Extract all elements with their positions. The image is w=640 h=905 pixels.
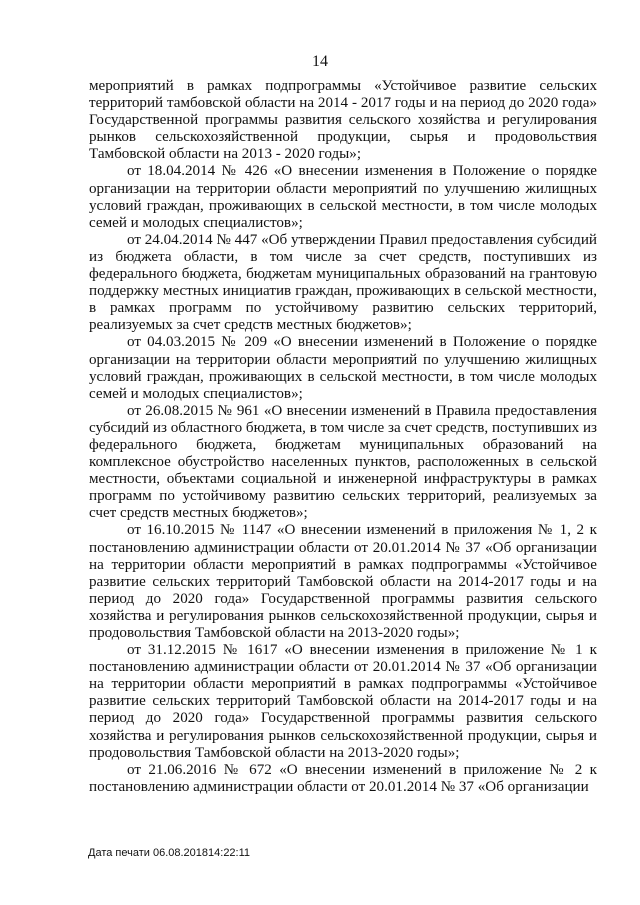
paragraph-resolution-961: от 26.08.2015 № 961 «О внесении изменений в Правила предоставления субсидий из областного бюджета, в том числе за счет средств, поступивших из федерального бюджета, бюджетам муниципальных образований на комплексное обустройство населенных пунктов, расположенных в сельской местности, объектами социальной и инженерной инфраструктуры в рамках программ по устойчивому развитию сельских территорий, реализуемых за счет средств местных бюджетов»; (89, 402, 597, 522)
paragraph-resolution-426: от 18.04.2014 № 426 «О внесении изменения в Положение о порядке организации на территории области мероприятий по улучшению жилищных условий граждан, проживающих в сельской местности, в том числе молодых семей и молодых специалистов»; (89, 163, 597, 231)
paragraph-resolution-209: от 04.03.2015 № 209 «О внесении изменений в Положение о порядке организации на территории области мероприятий по улучшению жилищных условий граждан, проживающих в сельской местности, в том числе молодых семей и молодых специалистов»; (89, 334, 597, 402)
print-date-footer: Дата печати 06.08.201814:22:11 (88, 847, 251, 859)
paragraph-resolution-1147: от 16.10.2015 № 1147 «О внесении изменений в приложения № 1, 2 к постановлению администрации области от 20.01.2014 № 37 «Об организации на территории области мероприятий в рамках подпрограммы «Устойчивое развитие сельских территорий Тамбовской области на 2014-2017 годы и на период до 2020 года» Государственной программы развития сельского хозяйства и регулирования рынков сельскохозяйственной продукции, сырья и продовольствия Тамбовской области на 2013-2020 годы»; (89, 522, 597, 641)
paragraph-resolution-1617: от 31.12.2015 № 1617 «О внесении изменения в приложение № 1 к постановлению администрации области от 20.01.2014 № 37 «Об организации на территории области мероприятий в рамках подпрограммы «Устойчивое развитие сельских территорий Тамбовской области на 2014-2017 годы и на период до 2020 года» Государственной программы развития сельского хозяйства и регулирования рынков сельскохозяйственной продукции, сырья и продовольствия Тамбовской области на 2013-2020 годы»; (89, 642, 597, 761)
paragraph-resolution-447: от 24.04.2014 № 447 «Об утверждении Правил предоставления субсидий из бюджета области, в том числе за счет средств, поступивших из федерального бюджета, бюджетам муниципальных образований на грантовую поддержку местных инициатив граждан, проживающих в сельской местности, в рамках программ по устойчивому развитию сельских территорий, реализуемых за счет средств местных бюджетов»; (89, 231, 597, 334)
page-number: 14 (312, 53, 328, 70)
document-body (89, 78, 597, 796)
paragraph-continuation: мероприятий в рамках подпрограммы «Устойчивое развитие сельских территорий тамбовской области на 2014 - 2017 годы и на период до 2020 года» Государственной программы развития сельского хозяйства и регулирования рынков сельскохозяйственной продукции, сырья и продовольствия Тамбовской области на 2013 - 2020 годы»; (89, 78, 597, 163)
paragraph-resolution-672: от 21.06.2016 № 672 «О внесении изменений в приложение № 2 к постановлению администрации области от 20.01.2014 № 37 «Об организации (89, 761, 597, 795)
